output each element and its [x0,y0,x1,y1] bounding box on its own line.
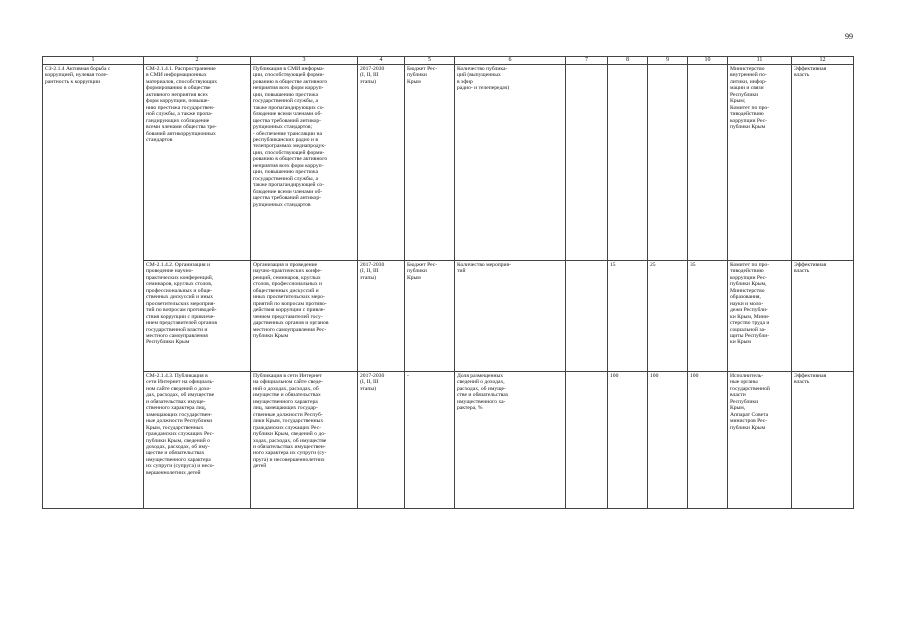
task-cell-continued [43,372,144,509]
measure-cell: СМ-2.1.4.1. Распространение в СМИ информационных материалов, способствующих формированию в обществе активного неприятия всех форм коррупции, повыше- нию престижа государствен- ной службы, а также пропа- гандирующих соблюдение всеми членами общества тре- бований антикоррупционных стандартов [144,65,251,261]
source-cell: - [405,372,455,509]
value-cell: 15 [608,261,648,372]
column-header: 3 [251,57,358,65]
column-header: 2 [144,57,251,65]
column-header: 12 [792,57,854,65]
column-header: 10 [688,57,728,65]
column-header: 6 [455,57,566,65]
indicator-cell: Количество публика- ций (выпущенных в эфир радио- и телепередач) [455,65,566,261]
value-cell: 100 [648,372,688,509]
value-cell: 100 [608,372,648,509]
task-cell: СЗ-2.1.4 Активная борьба с коррупцией, нулевая толе- рантность к коррупции [43,65,144,261]
program-table [42,56,854,509]
table-row [43,65,854,261]
content-cell: Публикация в сети Интернет на официальном сайте сведе- ний о доходах, расходах, об имуществе и обязательствах имущественного характера лиц, замещающих государ- ственные должности Респуб- лики Крым, государственных гражданских служащих Рес- публики Крым, сведений о до- ходах, расходах, об имуществе и обязательствах имуществен- ного характера их супруги (су- пруга) и несовершеннолетних детей [251,372,358,509]
value-cell [608,65,648,261]
measure-cell: СМ-2.1.4.3. Публикация в сети Интернет на официаль- ном сайте сведений о дохо- дах, расходах, об имуществе и обязательствах имуще- ственного характера лиц, замещающих государствен- ные должности Республики Крым, государственных гражданских служащих Рес- публики Крым, сведений о доходах, расходах, об иму- ществе и обязательствах имущественного характера их супруги (супруга) и несо- вершеннолетних детей [144,372,251,509]
column-header: 9 [648,57,688,65]
column-header: 5 [405,57,455,65]
page-number: 99 [845,32,853,41]
column-header: 4 [358,57,405,65]
value-cell: 100 [688,372,728,509]
content-cell: Публикация в СМИ информа- ции, способствующей форми- рованию в обществе активного неприятия всех форм корруп- ции, повышению престижа государственной службы, а также пропагандирующих со- блюдение всеми членами об- щества требований антикор- рупционных стандартов; - обеспечение трансляции на республиканских радио и в телепрограммах медиапродук- ции, способствующей форми- рованию в обществе активного неприятия всех форм корруп- ции, повышению престижа государственной службы, а также пропагандирующей со- блюдение всеми членами об- щества требований антикор- рупционных стандартов [251,65,358,261]
source-cell: Бюджет Рес- публики Крым [405,261,455,372]
column-header: 7 [566,57,608,65]
measure-cell: СМ-2.1.4.2. Организация и проведение научно- практических конференций, семинаров, круглых столов, профессиональных и обще- ственных дискуссий и иных просветительских мероприя- тий по вопросам противодей- ствия коррупции с привлече- нием представителей органов государственной власти и местного самоуправления Республики Крым [144,261,251,372]
period-cell: 2017-2030 (I, II, III этапы) [358,261,405,372]
value-cell: 35 [688,261,728,372]
value-cell [566,261,608,372]
column-header: 8 [608,57,648,65]
value-cell [566,65,608,261]
column-header: 11 [728,57,792,65]
responsible-cell: Исполнитель- ные органы государственной власти Республики Крым, Аппарат Совета министров Рес- публики Крым [728,372,792,509]
task-cell-continued [43,261,144,372]
period-cell: 2017-2030 (I, II, III этапы) [358,372,405,509]
indicator-cell: Количество мероприя- тий [455,261,566,372]
column-header: 1 [43,57,144,65]
result-cell: Эффективная власть [792,261,854,372]
indicator-cell: Доля размещенных сведений о доходах, расходах, об имуще- стве и обязательствах имущественного ха- рактера, % [455,372,566,509]
result-cell: Эффективная власть [792,372,854,509]
value-cell [648,65,688,261]
table-row [43,372,854,509]
result-cell: Эффективная власть [792,65,854,261]
content-cell: Организация и проведение научно-практических конфе- ренций, семинаров, круглых столов, профессиональных и общественных дискуссий и иных просветительских меро- приятий по вопросам противо- действия коррупции с привле- чением представителей госу- дарственных органов и органов местного самоуправления Рес- публики Крым [251,261,358,372]
period-cell: 2017-2030 (I, II, III этапы) [358,65,405,261]
responsible-cell: Министерство внутренней по- литики, инфор- мации и связи Республики Крым; Комитет по про- тиводействию коррупции Рес- публики Крым [728,65,792,261]
value-cell [566,372,608,509]
table-row [43,261,854,372]
header-row [43,57,854,65]
responsible-cell: Комитет по про- тиводействию коррупции Рес- публики Крым, Министерство образования, науки и моло- дежи Республи- ки Крым, Мини- стерство труда и социальной за- щиты Республи- ки Крым [728,261,792,372]
value-cell [688,65,728,261]
value-cell: 25 [648,261,688,372]
source-cell: Бюджет Рес- публики Крым [405,65,455,261]
